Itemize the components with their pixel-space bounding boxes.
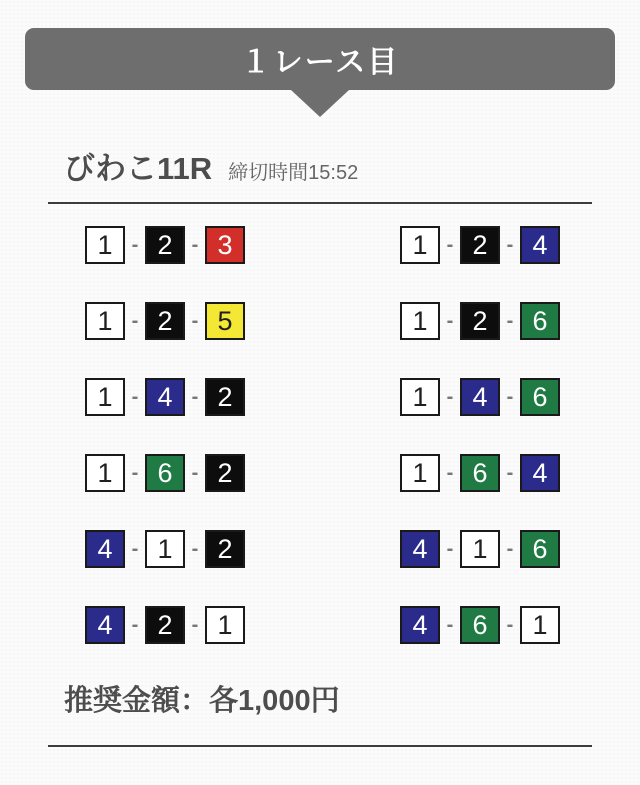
banner-pointer-arrow	[291, 90, 349, 117]
combination-separator: -	[131, 613, 139, 636]
boat-number-box: 1	[520, 606, 560, 644]
trifecta-combination	[400, 530, 560, 568]
combination-separator: -	[506, 461, 514, 484]
boat-number-box: 3	[205, 226, 245, 264]
trifecta-combination	[85, 606, 245, 644]
boat-number-box: 2	[460, 226, 500, 264]
boat-number-box: 1	[85, 454, 125, 492]
boat-number-box: 4	[460, 378, 500, 416]
boat-number-box: 6	[520, 302, 560, 340]
combination-separator: -	[191, 613, 199, 636]
boat-number-box: 4	[400, 530, 440, 568]
boat-number-box: 4	[85, 530, 125, 568]
boat-number-box: 4	[85, 606, 125, 644]
race-header	[64, 143, 592, 188]
trifecta-combination	[85, 226, 245, 264]
combination-separator: -	[131, 385, 139, 408]
boat-number-box: 2	[145, 606, 185, 644]
combination-separator: -	[506, 309, 514, 332]
combination-separator: -	[446, 537, 454, 560]
boat-number-box: 4	[520, 454, 560, 492]
boat-number-box: 2	[205, 454, 245, 492]
combination-separator: -	[191, 537, 199, 560]
combination-grid	[0, 204, 640, 644]
race-deadline: 締切時間15:52	[228, 162, 359, 184]
boat-number-box: 4	[145, 378, 185, 416]
trifecta-combination	[85, 454, 245, 492]
race-banner-label: １レース目	[240, 46, 400, 79]
combination-separator: -	[446, 309, 454, 332]
boat-number-box: 1	[205, 606, 245, 644]
boat-number-box: 6	[460, 606, 500, 644]
trifecta-combination	[400, 606, 560, 644]
boat-number-box: 6	[520, 530, 560, 568]
combination-separator: -	[191, 233, 199, 256]
combination-separator: -	[191, 461, 199, 484]
boat-number-box: 2	[460, 302, 500, 340]
boat-number-box: 1	[85, 378, 125, 416]
boat-number-box: 6	[520, 378, 560, 416]
trifecta-combination	[400, 454, 560, 492]
boat-number-box: 6	[145, 454, 185, 492]
recommended-amount: 推奨金額：各1,000円	[64, 685, 340, 717]
boat-number-box: 4	[400, 606, 440, 644]
trifecta-combination	[85, 378, 245, 416]
combination-separator: -	[131, 537, 139, 560]
trifecta-combination	[400, 226, 560, 264]
boat-number-box: 4	[520, 226, 560, 264]
combination-separator: -	[506, 385, 514, 408]
combination-separator: -	[506, 613, 514, 636]
race-prediction-card	[0, 28, 640, 747]
boat-number-box: 1	[400, 454, 440, 492]
combination-separator: -	[191, 385, 199, 408]
boat-number-box: 6	[460, 454, 500, 492]
combination-separator: -	[506, 233, 514, 256]
trifecta-combination	[400, 302, 560, 340]
combination-separator: -	[446, 613, 454, 636]
race-title: びわこ11R	[64, 151, 213, 186]
boat-number-box: 5	[205, 302, 245, 340]
combination-separator: -	[446, 385, 454, 408]
boat-number-box: 1	[400, 302, 440, 340]
combination-separator: -	[446, 461, 454, 484]
boat-number-box: 1	[85, 302, 125, 340]
boat-number-box: 1	[400, 378, 440, 416]
trifecta-combination	[400, 378, 560, 416]
combination-separator: -	[191, 309, 199, 332]
trifecta-combination	[85, 302, 245, 340]
boat-number-box: 1	[85, 226, 125, 264]
combination-separator: -	[131, 461, 139, 484]
combination-separator: -	[506, 537, 514, 560]
boat-number-box: 1	[460, 530, 500, 568]
bottom-divider	[48, 745, 592, 747]
combination-separator: -	[446, 233, 454, 256]
trifecta-combination	[85, 530, 245, 568]
boat-number-box: 2	[145, 302, 185, 340]
race-banner	[25, 28, 615, 90]
boat-number-box: 1	[400, 226, 440, 264]
boat-number-box: 2	[205, 378, 245, 416]
boat-number-box: 1	[145, 530, 185, 568]
boat-number-box: 2	[145, 226, 185, 264]
combination-separator: -	[131, 309, 139, 332]
combination-separator: -	[131, 233, 139, 256]
footer	[64, 678, 592, 719]
boat-number-box: 2	[205, 530, 245, 568]
